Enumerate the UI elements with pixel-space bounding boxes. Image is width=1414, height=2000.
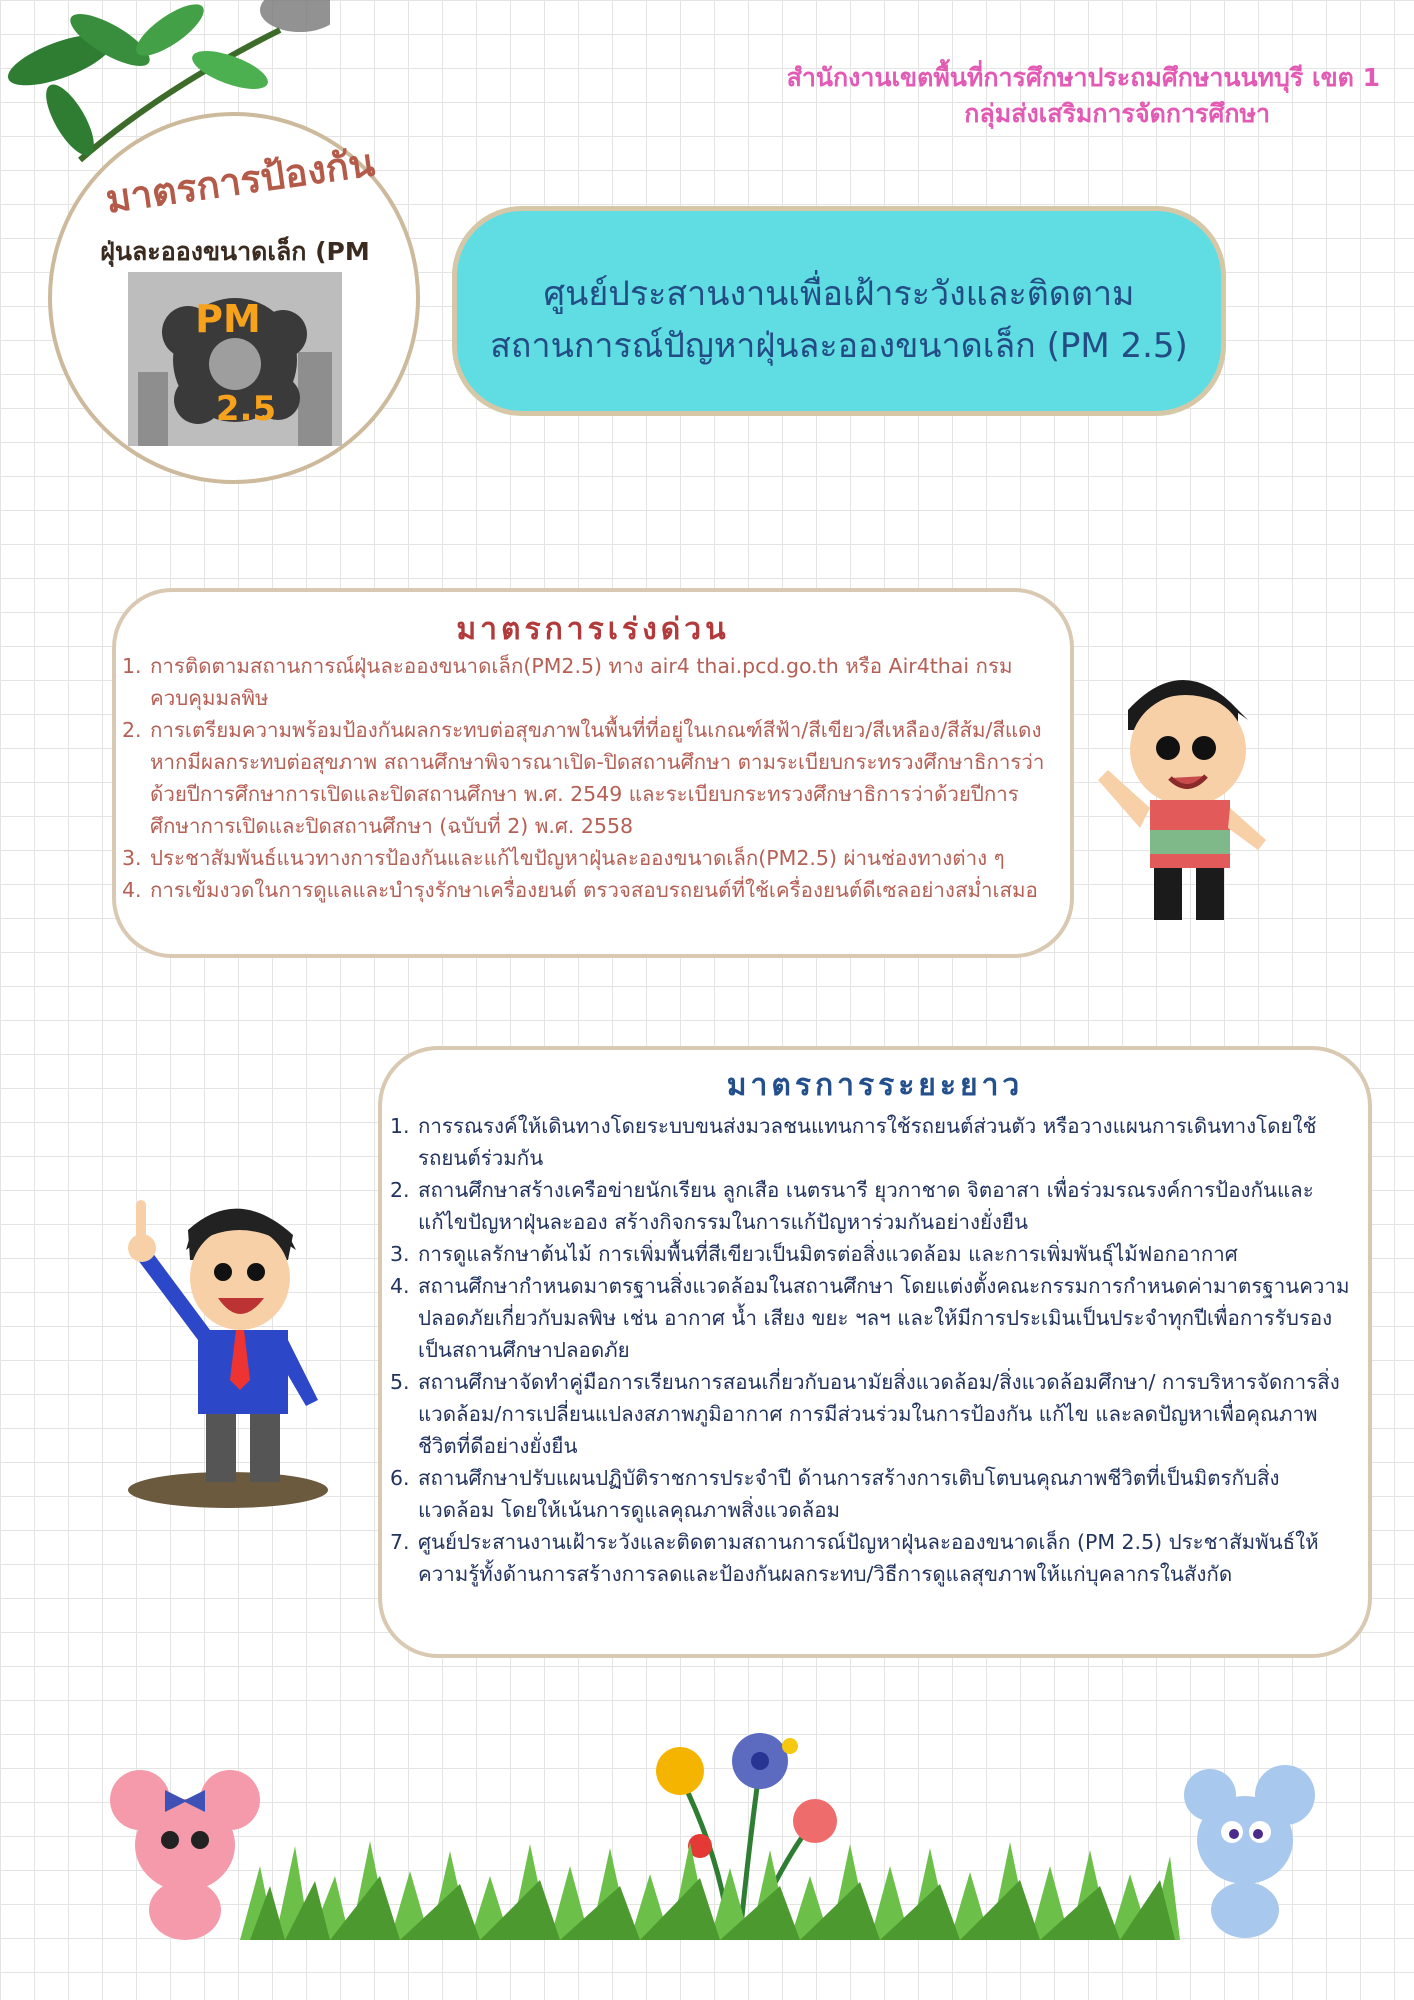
pointing-man-icon — [118, 1190, 348, 1510]
pm-label: PM — [195, 297, 261, 341]
org-name: สำนักงานเขตพื้นที่การศึกษาประถมศึกษานนทบุรี เขต 1 — [786, 63, 1380, 92]
long-term-item: 6. สถานศึกษาปรับแผนปฏิบัติราชการประจำปี ด้านการสร้างการเติบโตบนคุณภาพชีวิตที่เป็นมิตรกับสิ่งแวดล้อม โดยให้เน้นการดูแลคุณภาพสิ่งแวดล้อม — [390, 1466, 1280, 1522]
title-line-1: ศูนย์ประสานงานเพื่อเฝ้าระวังและติดตาม — [543, 274, 1135, 314]
badge-subtitle: ฝุ่นละอองขนาดเล็ก (PM — [100, 237, 370, 266]
badge-title: มาตรการป้องกัน — [102, 140, 378, 222]
urgent-item: 2. การเตรียมความพร้อมป้องกันผลกระทบต่อสุขภาพในพื้นที่ที่อยู่ในเกณฑ์สีฟ้า/สีเขียว/สีเหลือง/สีส้ม/สีแดง หากมีผลกระทบต่อสุขภาพ สถานศึกษาพิจารณาเปิด-ปิดสถานศึกษา ตามระเบียบกระทรวงศึกษาธิการว่าด้วยปีการศึกษาการเปิดและปิดสถานศึกษา พ.ศ. 2549 และระเบียบกระทรวงศึกษาธิการว่าด้วยปีการศึกษาการเปิดและปิดสถานศึกษา (ฉบับที่ 2) พ.ศ. 2558 — [122, 718, 1045, 838]
long-term-heading: มาตรการระยะยาว — [726, 1068, 1024, 1103]
pm-cloud-icon — [128, 272, 342, 446]
grass-icon — [240, 1836, 1180, 1940]
long-term-list — [390, 1110, 1350, 1590]
long-term-item: 2. สถานศึกษาสร้างเครือข่ายนักเรียน ลูกเสือ เนตรนารี ยุวกาชาด จิตอาสา เพื่อร่วมรณรงค์การป้องกันและแก้ไขปัญหาฝุ่นละออง สร้างกิจกรรมในการแก้ปัญหาร่วมกันอย่างยั่งยืน — [390, 1178, 1314, 1234]
long-term-item: 1. การรณรงค์ให้เดินทางโดยระบบขนส่งมวลชนแทนการใช้รถยนต์ส่วนตัว หรือวางแผนการเดินทางโดยใช้รถยนต์ร่วมกัน — [390, 1114, 1317, 1170]
urgent-item: 1. การติดตามสถานการณ์ฝุ่นละอองขนาดเล็ก(PM2.5) ทาง air4 thai.pcd.go.th หรือ Air4thai กรมควบคุมมลพิษ — [122, 654, 1013, 710]
pm-value: 2.5 — [215, 389, 277, 429]
urgent-item: 4. การเข้มงวดในการดูแลและบำรุงรักษาเครื่องยนต์ ตรวจสอบรถยนต์ที่ใช้เครื่องยนต์ดีเซลอย่างสม่ำเสมอ — [122, 878, 1038, 902]
long-term-item: 5. สถานศึกษาจัดทำคู่มือการเรียนการสอนเกี่ยวกับอนามัยสิ่งแวดล้อม/สิ่งแวดล้อมศึกษา/ การบริหารจัดการสิ่งแวดล้อม/การเปลี่ยนแปลงสภาพภูมิอากาศ การมีส่วนร่วมในการป้องกัน แก้ไข และลดปัญหาเพื่อคุณภาพชีวิตที่ดีอย่างยั่งยืน — [390, 1370, 1340, 1458]
waving-boy-icon — [1088, 650, 1278, 930]
urgent-list — [122, 650, 1052, 906]
long-term-item: 4. สถานศึกษากำหนดมาตรฐานสิ่งแวดล้อมในสถานศึกษา โดยแต่งตั้งคณะกรรมการกำหนดค่ามาตรฐานความปลอดภัยเกี่ยวกับมลพิษ เช่น อากาศ น้ำ เสียง ขยะ ฯลฯ และให้มีการประเมินเป็นประจำทุกปีเพื่อการรับรองเป็นสถานศึกษาปลอดภัย — [390, 1274, 1350, 1362]
pink-mouse-icon — [110, 1760, 260, 1940]
long-term-item: 3. การดูแลรักษาต้นไม้ การเพิ่มพื้นที่สีเขียวเป็นมิตรต่อสิ่งแวดล้อม และการเพิ่มพันธุ์ไม้ฟอกอากาศ — [390, 1242, 1238, 1266]
title-line-2: สถานการณ์ปัญหาฝุ่นละอองขนาดเล็ก (PM 2.5) — [490, 326, 1188, 366]
long-term-item: 7. ศูนย์ประสานงานเฝ้าระวังและติดตามสถานการณ์ปัญหาฝุ่นละอองขนาดเล็ก (PM 2.5) ประชาสัมพันธ์ให้ความรู้ทั้งด้านการสร้างการลดและป้องกันผลกระทบ/วิธีการดูแลสุขภาพให้แก่บุคลากรในสังกัด — [390, 1530, 1319, 1586]
org-department: กลุ่มส่งเสริมการจัดการศึกษา — [964, 99, 1270, 128]
urgent-item: 3. ประชาสัมพันธ์แนวทางการป้องกันและแก้ไขปัญหาฝุ่นละอองขนาดเล็ก(PM2.5) ผ่านช่องทางต่าง ๆ — [122, 846, 1005, 870]
urgent-heading: มาตรการเร่งด่วน — [456, 612, 730, 647]
blue-mouse-icon — [1170, 1760, 1320, 1940]
